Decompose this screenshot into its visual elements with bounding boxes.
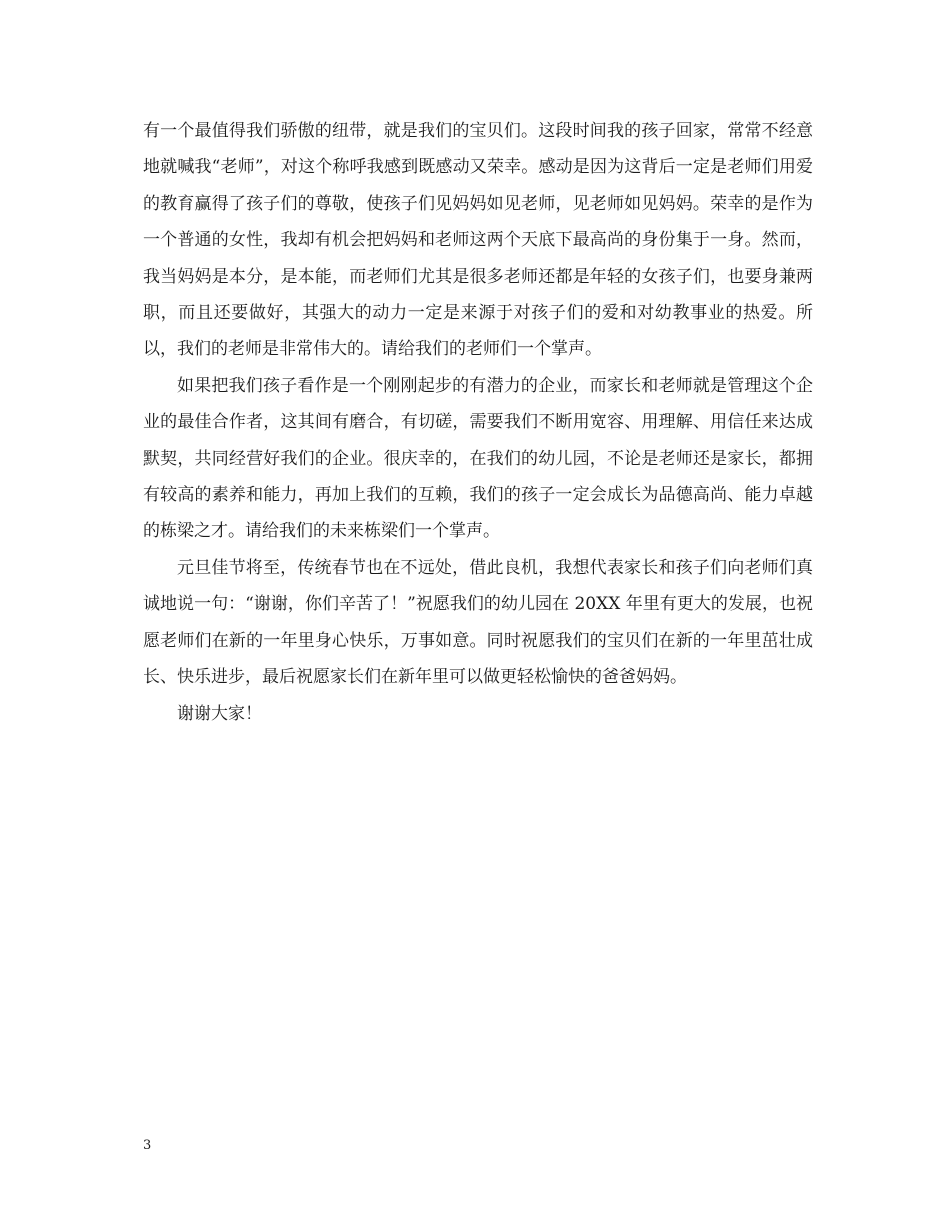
paragraph-closing: 谢谢大家！	[177, 703, 262, 724]
paragraph-2: 如果把我们孩子看作是一个刚刚起步的有潜力的企业，而家长和老师就是管理这个企业的最佳合作者，这其间有磨合，有切磋，需要我们不断用宽容、用理解、用信任来达成默契，共同经营好我们的企业。很庆幸的，在我们的幼儿园，不论是老师还是家长，都拥有较高的素养和能力，再加上我们的互赖，我们的孩子一定会成长为品德高尚、能力卓越的栋梁之才。请给我们的未来栋梁们一个掌声。	[143, 375, 813, 542]
paragraph-1: 有一个最值得我们骄傲的纽带，就是我们的宝贝们。这段时间我的孩子回家，常常不经意地就喊我“老师”，对这个称呼我感到既感动又荣幸。感动是因为这背后一定是老师们用爱的教育赢得了孩子们的尊敬，使孩子们见妈妈如见老师，见老师如见妈妈。荣幸的是作为一个普通的女性，我却有机会把妈妈和老师这两个天底下最高尚的身份集于一身。然而，我当妈妈是本分，是本能，而老师们尤其是很多老师还都是年轻的女孩子们，也要身兼两职，而且还要做好，其强大的动力一定是来源于对孩子们的爱和对幼教事业的热爱。所以，我们的老师是非常伟大的。请给我们的老师们一个掌声。	[143, 121, 813, 360]
document-body	[143, 113, 813, 732]
page-number: 3	[143, 1138, 152, 1153]
paragraph-3: 元旦佳节将至，传统春节也在不远处，借此良机，我想代表家长和孩子们向老师们真诚地说一句：“谢谢，你们辛苦了！”祝愿我们的幼儿园在 20XX 年里有更大的发展，也祝愿老师们在新的一年里身心快乐，万事如意。同时祝愿我们的宝贝们在新的一年里茁壮成长、快乐进步，最后祝愿家长们在新年里可以做更轻松愉快的爸爸妈妈。	[143, 557, 813, 688]
